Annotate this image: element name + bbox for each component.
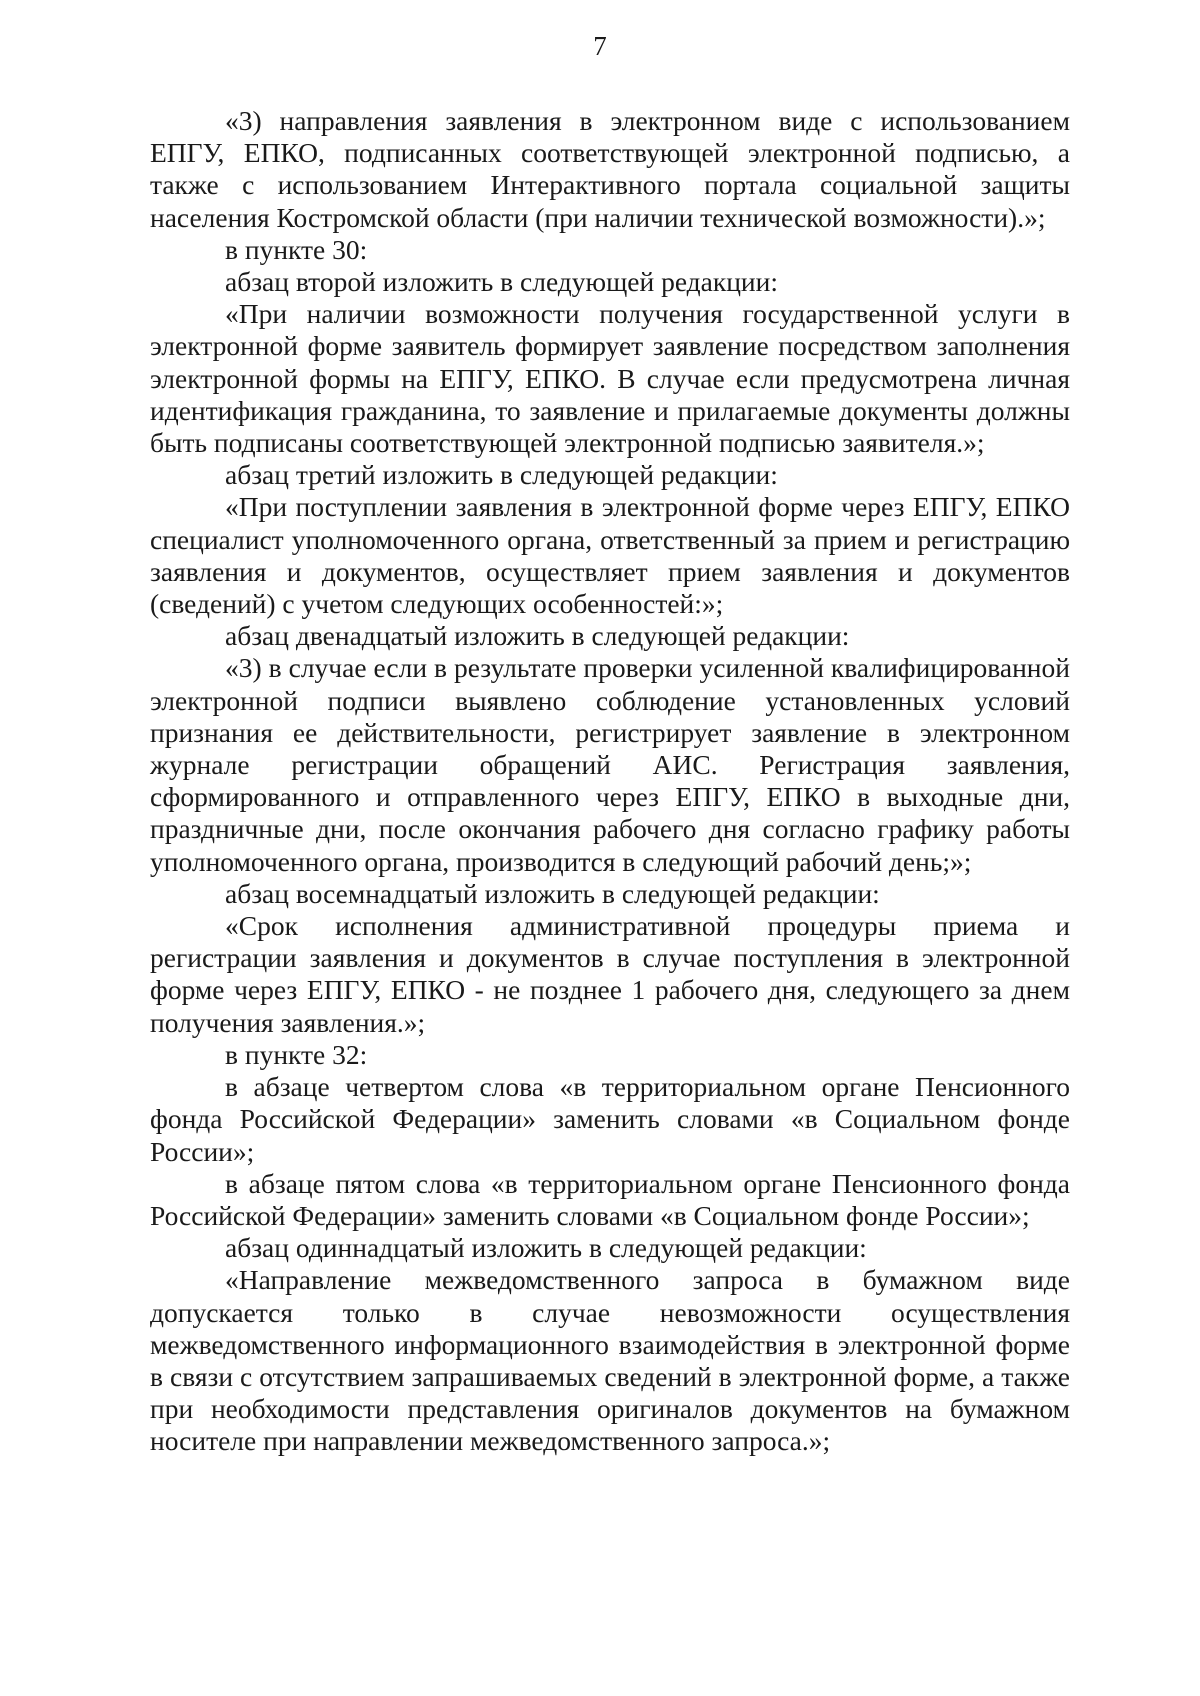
paragraph: в пункте 32: (225, 1038, 368, 1070)
paragraph: «3) в случае если в результате проверки усиленной квалифицированной электронной подписи выявлено соблюдение установленных условий признания ее действительности, регистрирует заявление в электронном журнале регистрации обращений АИС. Регистрация заявления, сформированного и отправленного через ЕПГУ, ЕПКО в выходные дни, праздничные дни, после окончания рабочего дня согласно графику работы уполномоченного органа, производится в следующий рабочий день;»; (150, 652, 1070, 877)
paragraph: абзац двенадцатый изложить в следующей редакции: (225, 620, 850, 652)
paragraph: «Срок исполнения административной процедуры приема и регистрации заявления и документов в случае поступления в электронной форме через ЕПГУ, ЕПКО - не позднее 1 рабочего дня, следующего за днем получения заявления.»; (150, 910, 1070, 1038)
paragraph: в пункте 30: (225, 233, 368, 265)
paragraph: «Направление межведомственного запроса в бумажном виде допускается только в случае невозможности осуществления межведомственного информационного взаимодействия в электронной форме в связи с отсутствием запрашиваемых сведений в электронной форме, а также при необходимости представления оригиналов документов на бумажном носителе при направлении межведомственного запроса.»; (150, 1264, 1070, 1457)
paragraph: абзац второй изложить в следующей редакции: (225, 266, 779, 298)
paragraph: «При наличии возможности получения государственной услуги в электронной форме заявитель формирует заявление посредством заполнения электронной формы на ЕПГУ, ЕПКО. В случае если предусмотрена личная идентификация гражданина, то заявление и прилагаемые документы должны быть подписаны соответствующей электронной подписью заявителя.»; (150, 298, 1070, 459)
paragraph: в абзаце пятом слова «в территориальном органе Пенсионного фонда Российской Федерации» заменить словами «в Социальном фонде России»; (150, 1167, 1070, 1231)
paragraph: абзац восемнадцатый изложить в следующей редакции: (225, 877, 880, 909)
page-number: 7 (593, 31, 607, 61)
paragraph: в абзаце четвертом слова «в территориальном органе Пенсионного фонда Российской Федерации» заменить словами «в Социальном фонде России»; (150, 1071, 1070, 1167)
paragraph: «3) направления заявления в электронном виде с использованием ЕПГУ, ЕПКО, подписанных соответствующей электронной подписью, а также с использованием Интерактивного портала социальной защиты населения Костромской области (при наличии технической возможности).»; (150, 105, 1070, 233)
paragraph: абзац одиннадцатый изложить в следующей редакции: (225, 1232, 867, 1264)
paragraph: «При поступлении заявления в электронной форме через ЕПГУ, ЕПКО специалист уполномоченного органа, ответственный за прием и регистрацию заявления и документов, осуществляет прием заявления и документов (сведений) с учетом следующих особенностей:»; (150, 491, 1070, 620)
paragraph: абзац третий изложить в следующей редакции: (225, 459, 778, 491)
document-body (150, 105, 1070, 1458)
